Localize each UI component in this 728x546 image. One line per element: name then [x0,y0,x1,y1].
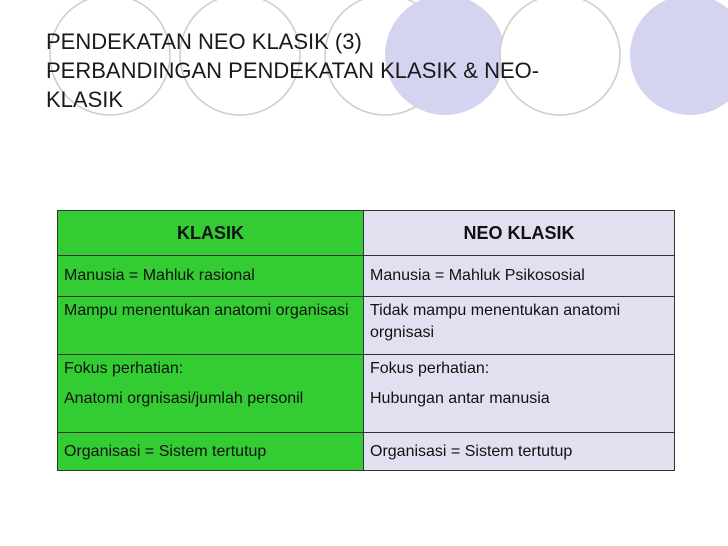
cell-klasik: Mampu menentukan anatomi organisasi [58,297,364,355]
cell-neo-klasik: Organisasi = Sistem tertutup [364,433,675,471]
cell-neo-klasik: Tidak mampu menentukan anatomi orgnisasi [364,297,675,355]
table-row [58,297,675,355]
cell-neo-klasik: Manusia = Mahluk Psikososial [364,256,675,297]
header-klasik: KLASIK [58,211,364,256]
title-line-2: PERBANDINGAN PENDEKATAN KLASIK & NEO- [46,58,540,83]
table-row [58,256,675,297]
cell-label: Fokus perhatian: [64,360,184,377]
cell-klasik: Manusia = Mahluk rasional [58,256,364,297]
cell-label: Fokus perhatian: [370,360,490,377]
cell-neo-klasik [364,355,675,433]
slide-title [46,27,686,114]
title-line-1: PENDEKATAN NEO KLASIK (3) [46,29,362,54]
table-row [58,355,675,433]
cell-text: Hubungan antar manusia [370,390,550,407]
table-header-row [58,211,675,256]
cell-text: Anatomi orgnisasi/jumlah personil [64,390,304,407]
cell-klasik: Organisasi = Sistem tertutup [58,433,364,471]
title-line-3: KLASIK [46,87,124,112]
table-row [58,433,675,471]
comparison-table [57,210,675,471]
header-neo-klasik: NEO KLASIK [364,211,675,256]
cell-klasik [58,355,364,433]
